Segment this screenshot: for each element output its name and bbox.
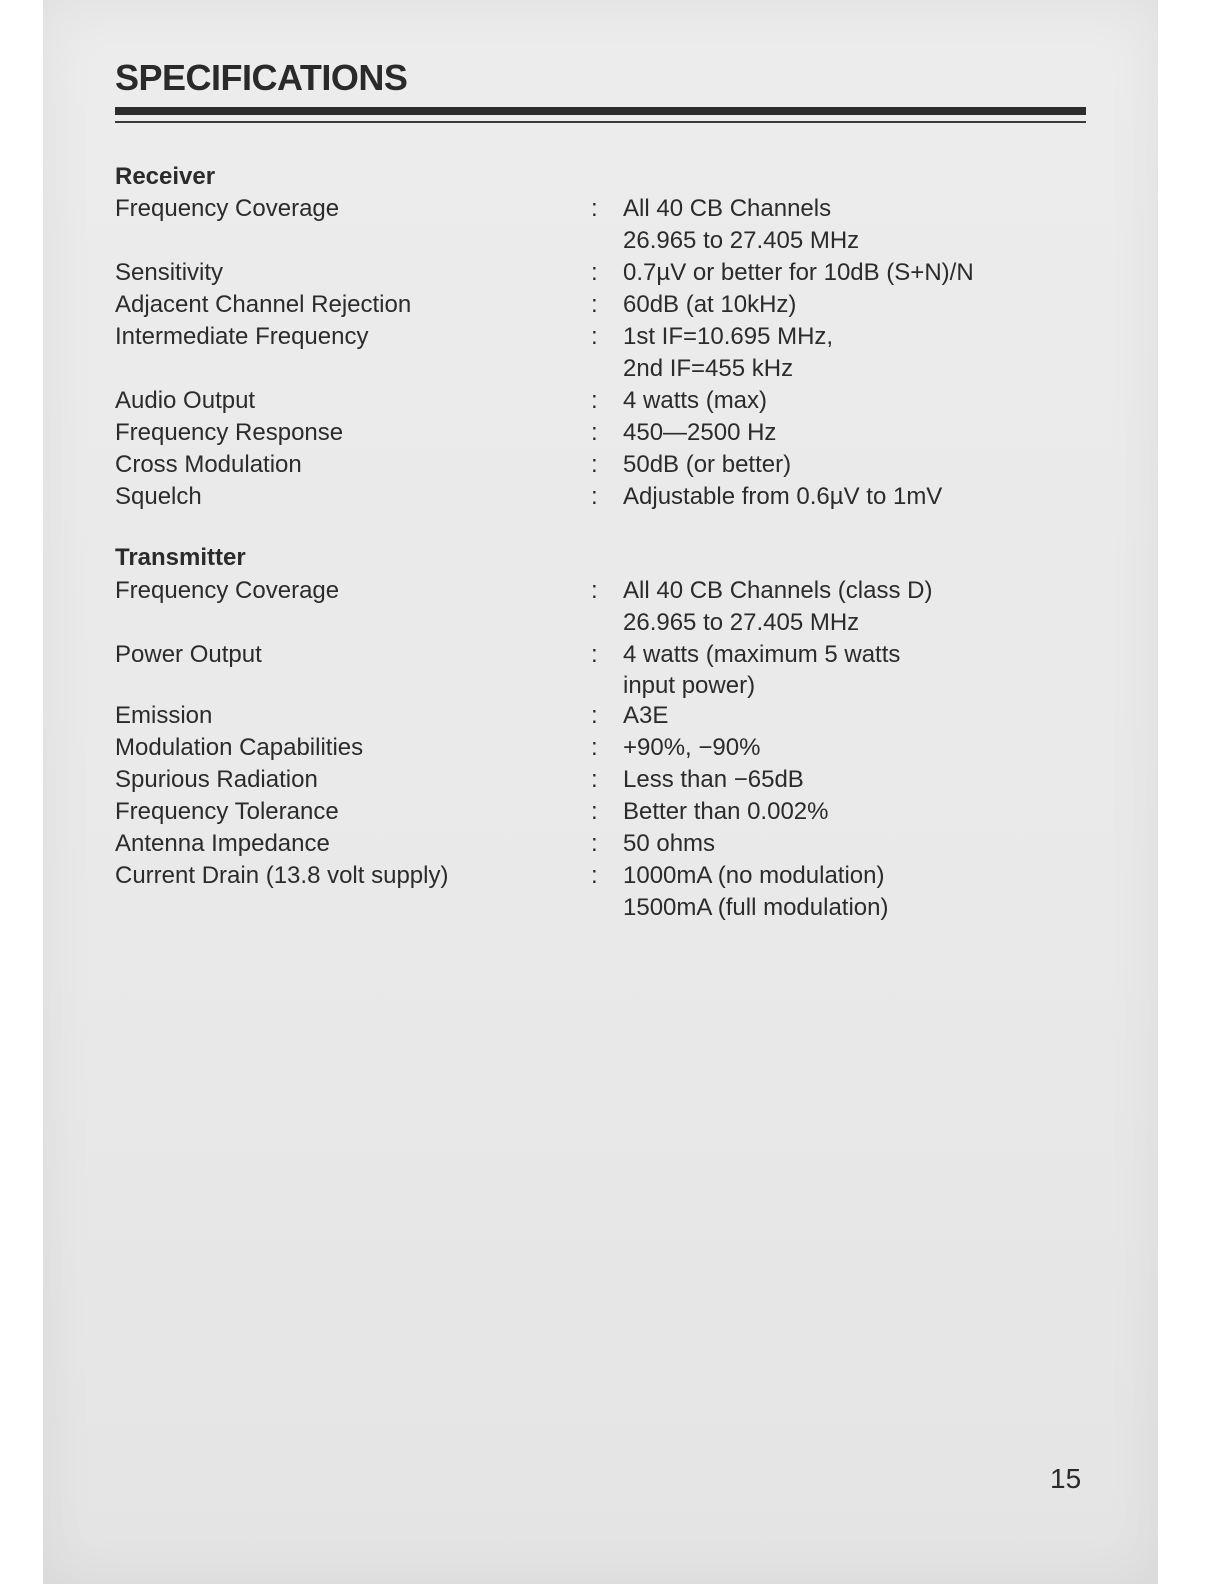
spec-row (0, 639, 1224, 671)
spec-value: Adjustable from 0.6µV to 1mV (623, 483, 943, 510)
spec-colon: : (591, 702, 598, 729)
spec-colon: : (591, 419, 598, 446)
spec-value: 1500mA (full modulation) (623, 894, 889, 921)
spec-row (0, 289, 1224, 321)
spec-value: 26.965 to 27.405 MHz (623, 609, 860, 636)
spec-value: Less than −65dB (623, 766, 804, 793)
spec-colon: : (591, 862, 598, 889)
spec-colon: : (591, 641, 598, 668)
spec-row (0, 700, 1224, 732)
spec-colon: : (591, 734, 598, 761)
spec-colon: : (591, 830, 598, 857)
spec-label: Modulation Capabilities (115, 734, 364, 761)
spec-row (0, 607, 1224, 639)
spec-row (0, 449, 1224, 481)
spec-row (0, 321, 1224, 353)
spec-value: 60dB (at 10kHz) (623, 291, 797, 318)
spec-row (0, 860, 1224, 892)
spec-colon: : (591, 483, 598, 510)
spec-value: All 40 CB Channels (623, 195, 832, 222)
page-number: 15 (1050, 1463, 1082, 1494)
transmitter-heading: Transmitter (115, 544, 246, 571)
spec-label: Emission (115, 702, 213, 729)
spec-row (0, 796, 1224, 828)
spec-value: 4 watts (maximum 5 watts (623, 641, 901, 668)
spec-row (0, 575, 1224, 607)
spec-colon: : (591, 387, 598, 414)
spec-value: Better than 0.002% (623, 798, 829, 825)
spec-value: 50 ohms (623, 830, 716, 857)
spec-colon: : (591, 323, 598, 350)
spec-row (0, 225, 1224, 257)
spec-row (0, 481, 1224, 513)
spec-value: A3E (623, 702, 669, 729)
spec-row (0, 385, 1224, 417)
spec-value: 0.7µV or better for 10dB (S+N)/N (623, 259, 974, 286)
title-rule-thick (115, 107, 1086, 115)
spec-value: 1000mA (no modulation) (623, 862, 885, 889)
spec-label: Frequency Coverage (115, 195, 340, 222)
spec-row (0, 257, 1224, 289)
spec-colon: : (591, 766, 598, 793)
spec-label: Cross Modulation (115, 451, 302, 478)
spec-value: 50dB (or better) (623, 451, 792, 478)
spec-label: Squelch (115, 483, 202, 510)
receiver-heading: Receiver (115, 163, 216, 190)
spec-label: Spurious Radiation (115, 766, 318, 793)
spec-row (0, 670, 1224, 702)
spec-label: Current Drain (13.8 volt supply) (115, 862, 449, 889)
spec-colon: : (591, 291, 598, 318)
spec-value: +90%, −90% (623, 734, 761, 761)
spec-colon: : (591, 577, 598, 604)
spec-colon: : (591, 259, 598, 286)
spec-label: Sensitivity (115, 259, 224, 286)
spec-label: Antenna Impedance (115, 830, 330, 857)
spec-label: Power Output (115, 641, 262, 668)
spec-colon: : (591, 798, 598, 825)
spec-value: All 40 CB Channels (class D) (623, 577, 933, 604)
spec-label: Frequency Coverage (115, 577, 340, 604)
spec-row (0, 828, 1224, 860)
spec-value: 4 watts (max) (623, 387, 768, 414)
spec-value: 26.965 to 27.405 MHz (623, 227, 860, 254)
spec-label: Frequency Response (115, 419, 344, 446)
spec-row (0, 892, 1224, 924)
spec-label: Adjacent Channel Rejection (115, 291, 412, 318)
spec-row (0, 417, 1224, 449)
title-rule-thin (115, 121, 1086, 123)
spec-row (0, 353, 1224, 385)
spec-value: 1st IF=10.695 MHz, (623, 323, 834, 350)
spec-label: Audio Output (115, 387, 256, 414)
spec-colon: : (591, 195, 598, 222)
spec-value: 450—2500 Hz (623, 419, 777, 446)
spec-colon: : (591, 451, 598, 478)
spec-row (0, 732, 1224, 764)
spec-value: 2nd IF=455 kHz (623, 355, 794, 382)
spec-row (0, 764, 1224, 796)
page-title: SPECIFICATIONS (115, 57, 408, 98)
spec-label: Intermediate Frequency (115, 323, 369, 350)
spec-label: Frequency Tolerance (115, 798, 339, 825)
spec-value: input power) (623, 672, 756, 699)
spec-row (0, 193, 1224, 225)
